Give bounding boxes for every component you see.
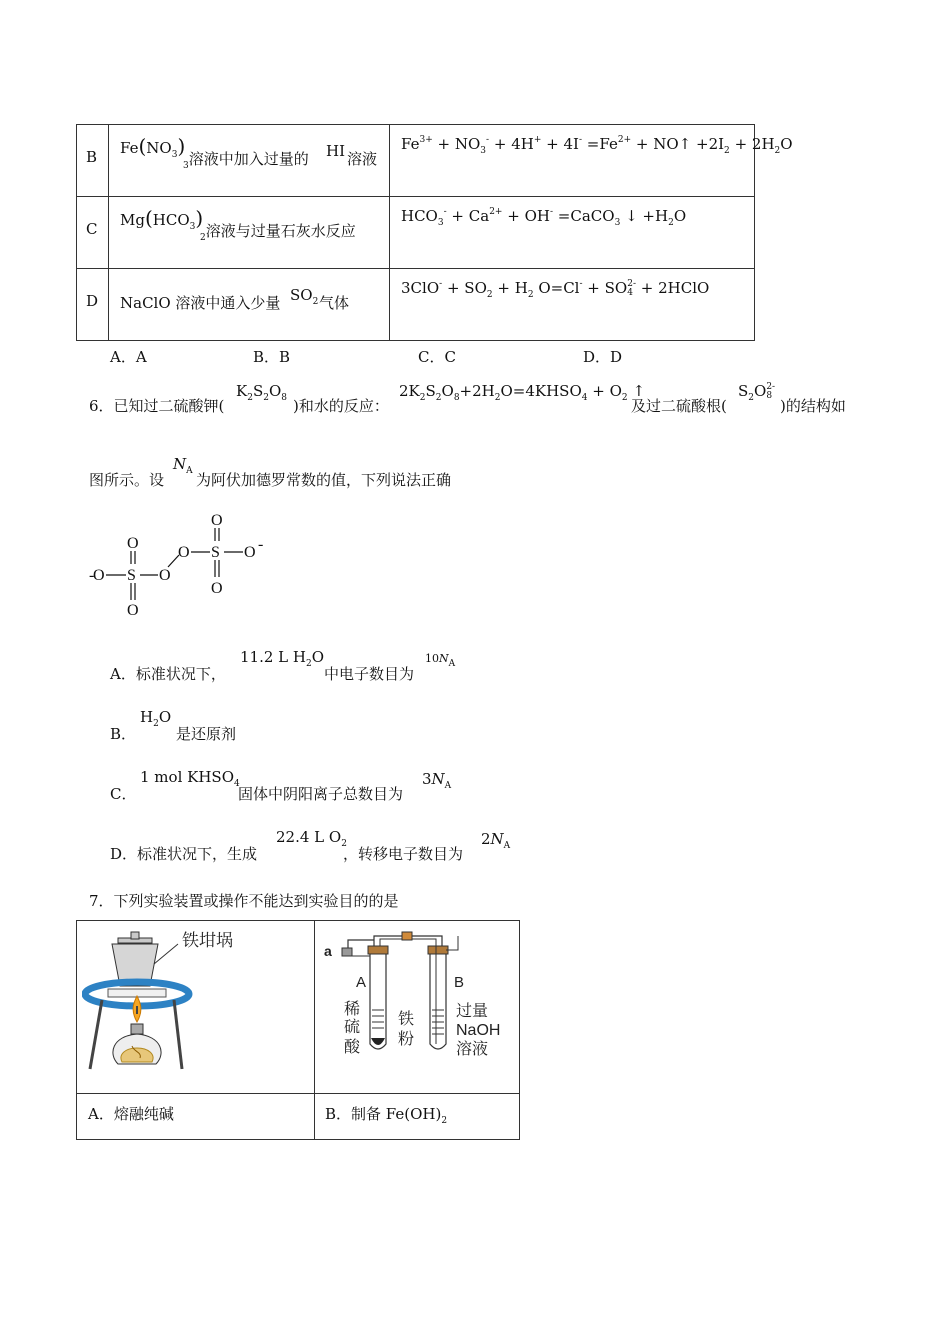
svg-text:酸: 酸 [344, 1039, 361, 1056]
q6-na-symbol: $N_A$ [173, 455, 193, 476]
q6-option-d[interactable]: D．标准状况下，生成 [110, 845, 258, 863]
struct-minus-right: - [258, 536, 264, 553]
svg-text:硫: 硫 [344, 1019, 361, 1036]
q6-option-c[interactable]: C． [110, 785, 137, 803]
svg-text:粉: 粉 [398, 1031, 415, 1048]
row-d-equation: $3ClO^- + SO_2 + H_2$ O=Cl- + SO2- 4 + 2HClO [401, 279, 710, 300]
struct-o-top-left: O [127, 535, 139, 552]
svg-text:溶液: 溶液 [456, 1041, 489, 1058]
q5-option-b[interactable]: B．B [253, 348, 291, 366]
feoh2-apparatus-figure [318, 924, 516, 1089]
struct-o-bottom-left: O [127, 602, 139, 619]
caption-b[interactable]: B．制备 $Fe(OH)_2$ [325, 1105, 448, 1126]
q5-option-a[interactable]: A．A [110, 348, 147, 366]
q5-option-c[interactable]: C．C [418, 348, 456, 366]
iron-crucible-figure [82, 924, 312, 1089]
tube-b-label: B [454, 974, 465, 991]
row-c-reactant: $Mg(HCO_3)$ [120, 206, 204, 232]
struct-minus-left: - [89, 567, 95, 584]
row-label-c: C [86, 220, 98, 238]
struct-o-top-right: O [211, 512, 223, 529]
row-c-equation: $HCO_3^- + Ca^{2+} + OH^-$ =CaCO$_3$ ↓ $+H_2O$ [401, 207, 687, 228]
struct-o-bridge-1: O [159, 567, 171, 584]
row-b-equation: $Fe^{3+} + NO_3^- + 4H^+ + 4I^- =Fe^{2+}$ + NO↑ $+2I_2 + 2H_2O$ [401, 135, 793, 156]
q6-k2s2o8: $K_2S_2O_8$ [236, 382, 288, 403]
q6-lead: 6．已知过二硫酸钾( [89, 397, 225, 415]
clamp-a-label: a [324, 943, 332, 959]
svg-text:NaOH: NaOH [456, 1022, 501, 1039]
q7-stem: 7．下列实验装置或操作不能达到实验目的的是 [89, 892, 399, 910]
persulfate-structure [80, 505, 280, 625]
struct-o-right: O [244, 544, 256, 561]
row-label-d: D [86, 292, 99, 310]
svg-text:铁: 铁 [398, 1011, 415, 1028]
struct-s-right: S [211, 544, 220, 561]
struct-s-left: S [127, 567, 136, 584]
svg-text:稀: 稀 [344, 1001, 361, 1018]
crucible-label: 铁坩埚 [182, 931, 233, 950]
q5-option-d[interactable]: D．D [583, 348, 623, 366]
tube-a-label: A [356, 974, 367, 991]
row-label-b: B [86, 148, 98, 166]
q6-persulfate-ion: $S_2O2-$ 8 [738, 382, 776, 403]
q6-equation: $2K_2S_2O_8+2H_2O=4KHSO_4 + O_2$ ↑ [399, 382, 646, 403]
struct-o-bridge-2: O [178, 544, 190, 561]
caption-a[interactable]: A．熔融纯碱 [88, 1105, 174, 1123]
struct-o-bottom-right: O [211, 580, 223, 597]
row-b-reactant: $Fe(NO_3)$ [120, 134, 186, 160]
q6-option-b[interactable]: B． [110, 725, 137, 743]
row-d-reactant: NaClO 溶液中通入少量 [120, 294, 281, 312]
svg-text:过量: 过量 [456, 1003, 489, 1020]
q6-option-a[interactable]: A．标准状况下， [110, 665, 226, 683]
struct-o-left: O [93, 567, 105, 584]
